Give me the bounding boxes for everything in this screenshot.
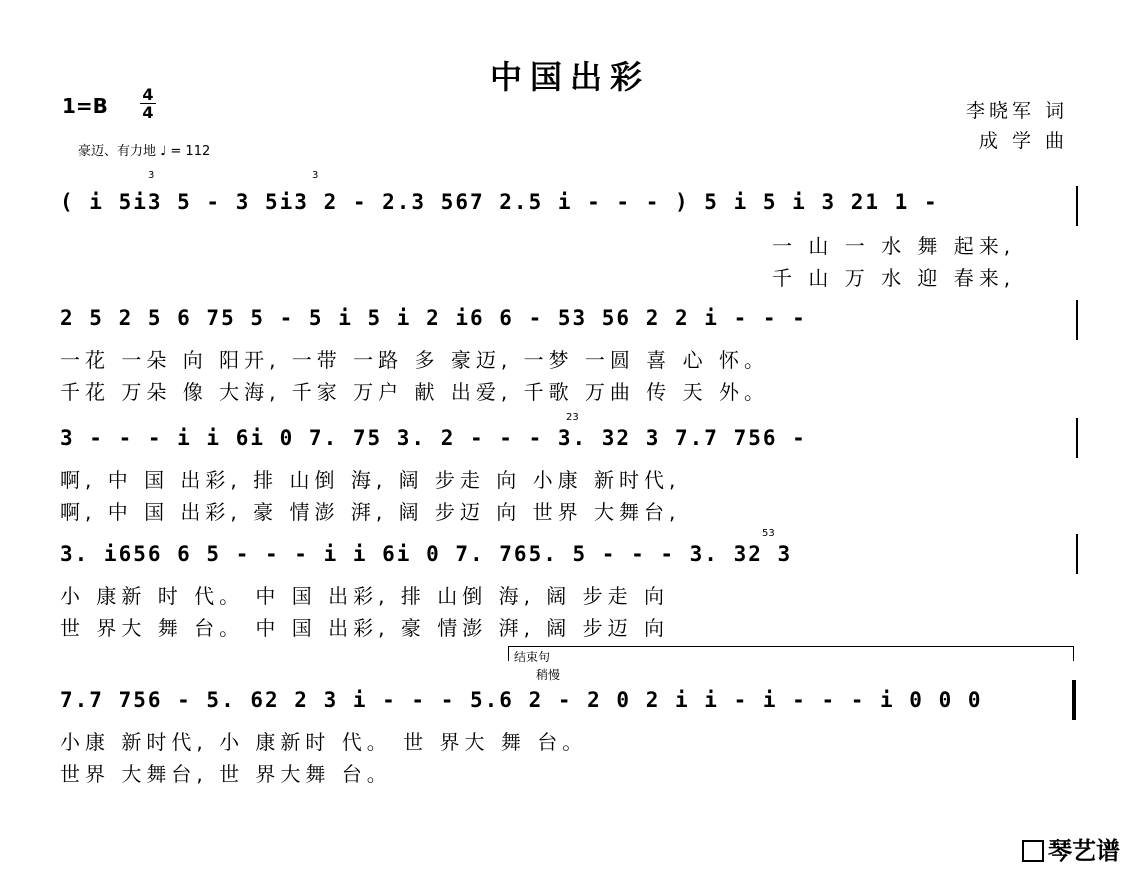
lyric-row-1-verse-2: 千 山 万 水 迎 春来, <box>772 266 1016 290</box>
notes-row-5: 7.7 756 - 5. 62 2 3 i - - - 5.6 2 - 2 0 2 i i - i - - - i 0 0 0 <box>60 688 983 712</box>
notes-row-2: 2 5 2 5 6 75 5 - 5 i 5 i 2 i6 6 - 53 56 2 2 i - - - <box>60 306 807 330</box>
time-signature <box>140 86 156 121</box>
lyric-row-1-verse-1: 一 山 一 水 舞 起来, <box>772 234 1016 258</box>
ending-label: 结束句 <box>514 650 551 664</box>
lyric-row-4-verse-1: 小 康新 时 代。 中 国 出彩, 排 山倒 海, 阔 步走 向 <box>60 584 670 608</box>
tempo-slower-label: 稍慢 <box>536 668 561 682</box>
notes-row-1: ( i 5i3 5 - 3 5i3 2 - 2.3 567 2.5 i - - - ) 5 i 5 i 3 21 1 - <box>60 190 939 214</box>
key-signature: 1=B <box>62 94 108 118</box>
lyric-row-2-verse-2: 千花 万朵 像 大海, 千家 万户 献 出爱, 千歌 万曲 传 天 外。 <box>60 380 770 404</box>
triplet-mark-1: 3 <box>148 170 155 181</box>
barline-row-2-end <box>1076 300 1078 340</box>
credits <box>966 96 1068 156</box>
tempo-mark: 豪迈、有力地 ♩ = 112 <box>78 144 211 159</box>
triplet-mark-2: 3 <box>312 170 319 181</box>
barline-row-3-end <box>1076 418 1078 458</box>
lyric-row-3-verse-2: 啊, 中 国 出彩, 豪 情澎 湃, 阔 步迈 向 世界 大舞台, <box>60 500 681 524</box>
notes-row-3: 3 - - - i i 6i 0 7. 75 3. 2 - - - 3. 32 3 7.7 756 - <box>60 426 807 450</box>
lyricist: 李晓军 词 <box>965 100 1068 122</box>
ending-bracket <box>508 646 1074 661</box>
lyric-row-5-verse-1: 小康 新时代, 小 康新时 代。 世 界大 舞 台。 <box>60 730 588 754</box>
logo-icon <box>1022 840 1044 862</box>
barline-row-4-end <box>1076 534 1078 574</box>
lyric-row-3-verse-1: 啊, 中 国 出彩, 排 山倒 海, 阔 步走 向 小康 新时代, <box>60 468 681 492</box>
time-signature-top: 4 <box>142 85 154 104</box>
lyric-row-5-verse-2: 世界 大舞台, 世 界大舞 台。 <box>60 762 392 786</box>
notes-row-4: 3. i656 6 5 - - - i i 6i 0 7. 765. 5 - - - 3. 32 3 <box>60 542 793 566</box>
time-signature-bottom: 4 <box>140 103 156 121</box>
lyric-row-2-verse-1: 一花 一朵 向 阳开, 一带 一路 多 豪迈, 一梦 一圆 喜 心 怀。 <box>60 348 770 372</box>
page-title: 中国出彩 <box>489 58 650 96</box>
site-logo <box>1022 831 1120 866</box>
composer: 成 学 曲 <box>978 130 1068 152</box>
lyric-row-4-verse-2: 世 界大 舞 台。 中 国 出彩, 豪 情澎 湃, 阔 步迈 向 <box>60 616 670 640</box>
barline-row-1-end <box>1076 186 1078 226</box>
logo-text: 琴艺谱 <box>1048 837 1120 865</box>
grace-mark-2: 53 <box>762 528 775 539</box>
final-barline <box>1072 680 1076 720</box>
grace-mark-1: 23 <box>566 412 579 423</box>
